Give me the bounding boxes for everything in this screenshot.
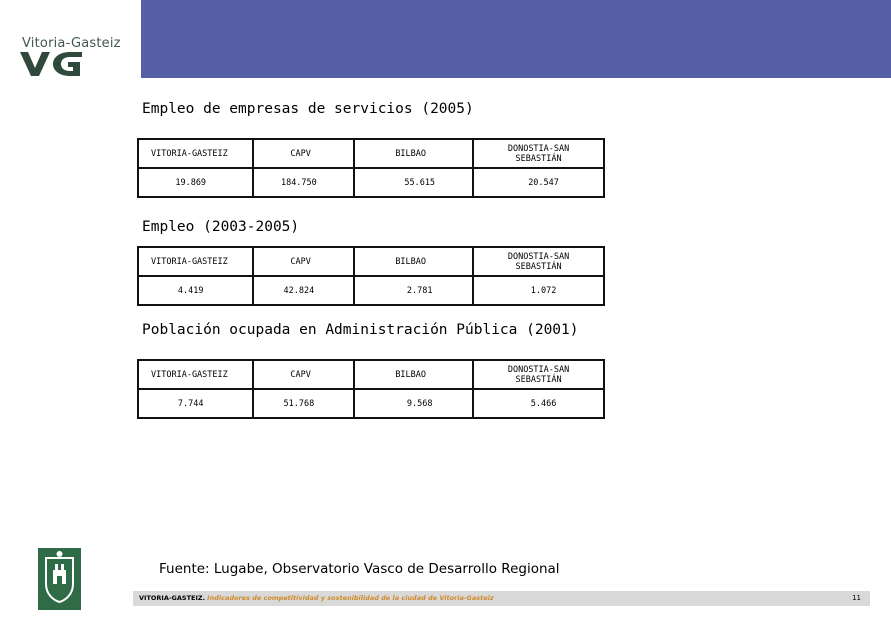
section-title: Población ocupada en Administración Pública (2001) <box>142 322 579 338</box>
table-cell: 5.466 <box>530 398 557 409</box>
vg-logo-icon <box>20 52 84 76</box>
table-row <box>138 389 604 418</box>
table-cell: 42.824 <box>283 285 315 296</box>
table-cell: 55.615 <box>404 177 436 188</box>
footer-bar <box>133 591 870 606</box>
table-row <box>138 168 604 197</box>
table-header-row <box>138 247 604 276</box>
table-header-cell: DONOSTIA-SAN SEBASTIÁN <box>507 364 570 385</box>
table-header-cell: CAPV <box>290 369 311 380</box>
footer-caption <box>139 594 494 602</box>
footer-document-title: Indicadores de competitividad y sostenibilidad de la ciudad de Vitoria-Gasteiz <box>207 594 494 602</box>
table-header-cell: VITORIA-GASTEIZ <box>151 369 228 380</box>
section-title: Empleo (2003-2005) <box>142 219 300 235</box>
table-cell: 51.768 <box>283 398 315 409</box>
table-header-row <box>138 360 604 389</box>
table-header-row <box>138 139 604 168</box>
table-header-cell: CAPV <box>290 148 311 159</box>
table-header-cell: DONOSTIA-SAN SEBASTIÁN <box>507 251 570 272</box>
coat-of-arms-icon <box>38 548 81 610</box>
section-title: Empleo de empresas de servicios (2005) <box>142 101 474 117</box>
table-header-cell: VITORIA-GASTEIZ <box>151 148 228 159</box>
table-header-cell: BILBAO <box>395 256 427 267</box>
table-cell: 19.869 <box>175 177 207 188</box>
table-header-cell: DONOSTIA-SAN SEBASTIÁN <box>507 143 570 164</box>
table-header-cell: BILBAO <box>395 148 427 159</box>
table-header-cell: VITORIA-GASTEIZ <box>151 256 228 267</box>
table-cell: 20.547 <box>528 177 559 188</box>
table-cell: 4.419 <box>177 285 204 296</box>
footer-city: VITORIA-GASTEIZ. <box>139 594 206 602</box>
table-cell: 2.781 <box>406 285 433 296</box>
table-row <box>138 276 604 305</box>
source-note: Fuente: Lugabe, Observatorio Vasco de Desarrollo Regional <box>159 561 560 577</box>
table-cell: 184.750 <box>280 177 317 188</box>
table-cell: 1.072 <box>530 285 557 296</box>
data-table <box>137 138 605 198</box>
table-header-cell: CAPV <box>290 256 311 267</box>
table-cell: 7.744 <box>177 398 204 409</box>
header-band <box>141 0 891 78</box>
table-cell: 9.568 <box>406 398 433 409</box>
data-table <box>137 246 605 306</box>
table-header-cell: BILBAO <box>395 369 427 380</box>
page-number: 11 <box>852 594 861 602</box>
logo-text: Vitoria-Gasteiz <box>22 36 121 51</box>
data-table <box>137 359 605 419</box>
